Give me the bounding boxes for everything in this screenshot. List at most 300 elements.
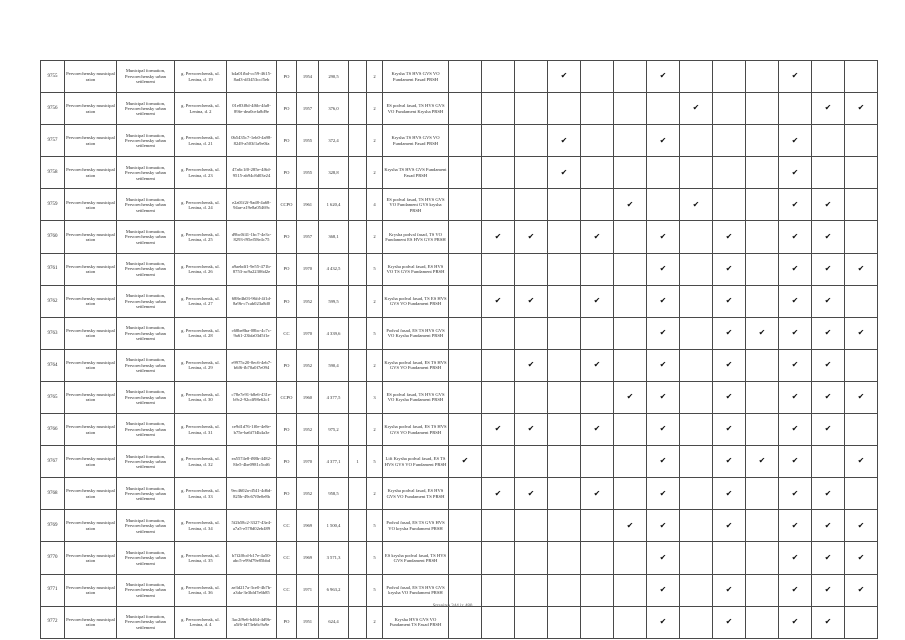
work-type-cell <box>449 542 482 574</box>
work-type-cell <box>548 285 581 317</box>
table-row <box>41 157 878 189</box>
district-cell: Pervorechensky municipal raion <box>65 93 117 125</box>
district-cell: Pervorechensky municipal raion <box>65 221 117 253</box>
work-type-cell <box>779 606 812 638</box>
work-type-cell <box>515 574 548 606</box>
works-list-cell: Krysha podval fasad, ES HVS GVS VO Fundament TS PRSH <box>383 478 449 510</box>
work-type-cell <box>779 221 812 253</box>
area-cell: 4 377,1 <box>319 446 349 478</box>
work-type-cell <box>746 478 779 510</box>
build-year-cell: 1952 <box>297 285 319 317</box>
work-type-cell <box>647 510 680 542</box>
work-type-cell <box>515 349 548 381</box>
build-year-cell: 1970 <box>297 253 319 285</box>
checkmark-icon: ✔ <box>659 424 667 434</box>
checkmark-icon: ✔ <box>824 328 832 338</box>
work-type-cell <box>746 253 779 285</box>
housing-register-table <box>40 60 878 639</box>
work-type-cell <box>647 61 680 93</box>
work-type-cell <box>746 93 779 125</box>
work-type-cell <box>581 381 614 413</box>
work-type-cell <box>680 253 713 285</box>
wall-type-cell: PO <box>277 349 297 381</box>
work-type-cell <box>614 606 647 638</box>
work-type-cell <box>845 446 878 478</box>
work-type-cell <box>746 285 779 317</box>
work-type-cell <box>680 414 713 446</box>
wall-type-cell: CCPO <box>277 381 297 413</box>
work-type-cell <box>449 189 482 221</box>
owner-cell: Municipal formation, Pervorechensky urban settlement <box>117 478 175 510</box>
fias-code-cell: d9bc0f41-1bc7-4e3c-8293-f95ef58e4c75 <box>227 221 277 253</box>
checkmark-icon: ✔ <box>824 520 832 530</box>
checkmark-icon: ✔ <box>560 71 568 81</box>
row-number: 9762 <box>41 285 65 317</box>
work-type-cell <box>713 349 746 381</box>
owner-cell: Municipal formation, Pervorechensky urban settlement <box>117 317 175 349</box>
checkmark-icon: ✔ <box>593 488 601 498</box>
work-type-cell <box>515 317 548 349</box>
work-type-cell <box>779 542 812 574</box>
checkmark-icon: ✔ <box>824 360 832 370</box>
work-type-cell <box>713 61 746 93</box>
work-type-cell <box>713 446 746 478</box>
work-type-cell <box>812 221 845 253</box>
work-type-cell <box>449 317 482 349</box>
district-cell: Pervorechensky municipal raion <box>65 606 117 638</box>
works-list-cell: Krysha TS HVS GVS VO Fundament Fasad PRSH <box>383 125 449 157</box>
floors-cell: 2 <box>367 606 383 638</box>
checkmark-icon: ✔ <box>659 328 667 338</box>
work-type-cell <box>647 446 680 478</box>
work-type-cell <box>614 414 647 446</box>
checkmark-icon: ✔ <box>560 135 568 145</box>
district-cell: Pervorechensky municipal raion <box>65 414 117 446</box>
checkmark-icon: ✔ <box>824 392 832 402</box>
checkmark-icon: ✔ <box>791 231 799 241</box>
row-number: 9770 <box>41 542 65 574</box>
checkmark-icon: ✔ <box>791 296 799 305</box>
works-list-cell: Podval fasad, ES TS GVS HVS VO krysha Fundament PRSH <box>383 510 449 542</box>
build-year-cell: 1951 <box>297 606 319 638</box>
work-type-cell <box>581 221 614 253</box>
work-type-cell <box>614 478 647 510</box>
checkmark-icon: ✔ <box>659 263 667 273</box>
work-type-cell <box>614 125 647 157</box>
floors-cell: 4 <box>367 189 383 221</box>
work-type-cell <box>515 414 548 446</box>
checkmark-icon: ✔ <box>725 456 733 466</box>
checkmark-icon: ✔ <box>824 488 832 498</box>
work-type-cell <box>548 446 581 478</box>
area-cell: 6 963,2 <box>319 574 349 606</box>
area-cell: 599,5 <box>319 285 349 317</box>
work-type-cell <box>482 189 515 221</box>
work-type-cell <box>614 285 647 317</box>
work-type-cell <box>746 574 779 606</box>
address-cell: g. Pervorechensk, ul. Lenina, d. 19 <box>175 61 227 93</box>
work-type-cell <box>482 317 515 349</box>
work-type-cell <box>845 93 878 125</box>
row-number: 9769 <box>41 510 65 542</box>
work-type-cell <box>812 446 845 478</box>
build-year-cell: 1961 <box>297 189 319 221</box>
work-type-cell <box>548 157 581 189</box>
work-type-cell <box>482 510 515 542</box>
row-number: 9760 <box>41 221 65 253</box>
works-list-cell: ES krysha podval fasad, TS HVS GVS Fundament PRSH <box>383 542 449 574</box>
work-type-cell <box>680 381 713 413</box>
checkmark-icon: ✔ <box>791 360 799 370</box>
checkmark-icon: ✔ <box>725 520 733 530</box>
checkmark-icon: ✔ <box>494 488 502 498</box>
work-type-cell <box>449 349 482 381</box>
work-type-cell <box>746 317 779 349</box>
wall-type-cell: CCPO <box>277 189 297 221</box>
work-type-cell <box>746 542 779 574</box>
checkmark-icon: ✔ <box>725 263 733 273</box>
checkmark-icon: ✔ <box>791 616 799 626</box>
checkmark-icon: ✔ <box>725 360 733 370</box>
work-type-cell <box>482 125 515 157</box>
work-type-cell <box>812 349 845 381</box>
work-type-cell <box>845 61 878 93</box>
works-list-cell: Krysha podval fasad, ES TS HVS GVS VO Fundament PRSH <box>383 349 449 381</box>
work-type-cell <box>713 606 746 638</box>
table-row <box>41 61 878 93</box>
work-type-cell <box>581 542 614 574</box>
work-type-cell <box>713 125 746 157</box>
work-type-cell <box>746 221 779 253</box>
work-type-cell <box>449 61 482 93</box>
checkmark-icon: ✔ <box>725 616 733 626</box>
work-type-cell <box>812 61 845 93</box>
table-row <box>41 381 878 413</box>
checkmark-icon: ✔ <box>824 231 832 241</box>
lift-count-cell <box>349 221 367 253</box>
checkmark-icon: ✔ <box>791 424 799 434</box>
work-type-cell <box>779 510 812 542</box>
district-cell: Pervorechensky municipal raion <box>65 349 117 381</box>
owner-cell: Municipal formation, Pervorechensky urban settlement <box>117 157 175 189</box>
work-type-cell <box>449 285 482 317</box>
checkmark-icon: ✔ <box>692 103 700 113</box>
district-cell: Pervorechensky municipal raion <box>65 189 117 221</box>
table-row <box>41 285 878 317</box>
floors-cell: 3 <box>367 381 383 413</box>
lift-count-cell <box>349 574 367 606</box>
fias-code-cell: a9aebdf1-9e55-471b-8753-ac9a22306d2e <box>227 253 277 285</box>
area-cell: 1 620,4 <box>319 189 349 221</box>
owner-cell: Municipal formation, Pervorechensky urban settlement <box>117 93 175 125</box>
work-type-cell <box>449 93 482 125</box>
area-cell: 4 432,5 <box>319 253 349 285</box>
table-row <box>41 349 878 381</box>
checkmark-icon: ✔ <box>659 296 667 305</box>
checkmark-icon: ✔ <box>527 488 535 498</box>
work-type-cell <box>713 478 746 510</box>
area-cell: 624,4 <box>319 606 349 638</box>
work-type-cell <box>845 510 878 542</box>
work-type-cell <box>713 542 746 574</box>
work-type-cell <box>779 253 812 285</box>
work-type-cell <box>779 285 812 317</box>
work-type-cell <box>746 414 779 446</box>
work-type-cell <box>845 574 878 606</box>
address-cell: g. Pervorechensk, ul. Lenina, d. 24 <box>175 189 227 221</box>
work-type-cell <box>515 542 548 574</box>
checkmark-icon: ✔ <box>659 231 667 241</box>
checkmark-icon: ✔ <box>824 263 832 273</box>
work-type-cell <box>680 61 713 93</box>
table-body <box>41 61 878 639</box>
work-type-cell <box>614 221 647 253</box>
works-list-cell: Krysha podval fasad, ES HVS VO TS GVS Fundament PRSH <box>383 253 449 285</box>
checkmark-icon: ✔ <box>725 424 733 434</box>
work-type-cell <box>812 414 845 446</box>
area-cell: 4 339,6 <box>319 317 349 349</box>
checkmark-icon: ✔ <box>494 296 502 305</box>
floors-cell: 5 <box>367 253 383 285</box>
checkmark-icon: ✔ <box>725 488 733 498</box>
work-type-cell <box>581 61 614 93</box>
district-cell: Pervorechensky municipal raion <box>65 478 117 510</box>
work-type-cell <box>647 221 680 253</box>
work-type-cell <box>680 349 713 381</box>
floors-cell: 2 <box>367 125 383 157</box>
table-row <box>41 414 878 446</box>
lift-count-cell <box>349 542 367 574</box>
work-type-cell <box>680 93 713 125</box>
checkmark-icon: ✔ <box>791 584 799 594</box>
checkmark-icon: ✔ <box>494 424 502 434</box>
floors-cell: 2 <box>367 349 383 381</box>
checkmark-icon: ✔ <box>659 488 667 498</box>
work-type-cell <box>548 414 581 446</box>
work-type-cell <box>845 285 878 317</box>
district-cell: Pervorechensky municipal raion <box>65 253 117 285</box>
works-list-cell: Krysha podval fasad, TS VO Fundament ES HVS GVS PRSH <box>383 221 449 253</box>
work-type-cell <box>548 221 581 253</box>
work-type-cell <box>548 606 581 638</box>
build-year-cell: 1954 <box>297 61 319 93</box>
checkmark-icon: ✔ <box>725 231 733 241</box>
works-list-cell: Krysha TS HVS GVS VO Fundament Fasad PRSH <box>383 61 449 93</box>
checkmark-icon: ✔ <box>659 552 667 562</box>
fias-code-cell: 3ac2f9e6-b464-4d9b-a5f6-fd73eb6c9a9e <box>227 606 277 638</box>
checkmark-icon: ✔ <box>857 328 865 338</box>
area-cell: 290,5 <box>319 61 349 93</box>
work-type-cell <box>779 125 812 157</box>
checkmark-icon: ✔ <box>692 199 700 209</box>
checkmark-icon: ✔ <box>593 424 601 434</box>
work-type-cell <box>581 446 614 478</box>
work-type-cell <box>713 157 746 189</box>
address-cell: g. Pervorechensk, ul. Lenina, d. 26 <box>175 253 227 285</box>
table-row <box>41 478 878 510</box>
checkmark-icon: ✔ <box>791 199 799 209</box>
checkmark-icon: ✔ <box>593 296 601 305</box>
row-number: 9772 <box>41 606 65 638</box>
work-type-cell <box>779 189 812 221</box>
fias-code-cell: c78e7e91-b8e6-431e-b9c2-92cdf98e62c1 <box>227 381 277 413</box>
checkmark-icon: ✔ <box>725 328 733 338</box>
work-type-cell <box>812 574 845 606</box>
wall-type-cell: CC <box>277 317 297 349</box>
work-type-cell <box>746 157 779 189</box>
work-type-cell <box>581 606 614 638</box>
checkmark-icon: ✔ <box>659 616 667 626</box>
work-type-cell <box>746 381 779 413</box>
work-type-cell <box>779 317 812 349</box>
work-type-cell <box>515 606 548 638</box>
build-year-cell: 1960 <box>297 381 319 413</box>
work-type-cell <box>845 478 878 510</box>
work-type-cell <box>581 285 614 317</box>
area-cell: 376,0 <box>319 93 349 125</box>
work-type-cell <box>812 478 845 510</box>
owner-cell: Municipal formation, Pervorechensky urban settlement <box>117 61 175 93</box>
row-number: 9757 <box>41 125 65 157</box>
fias-code-cell: b7f2f0cd-b17e-4a50-abc5-e99d79e85bbd <box>227 542 277 574</box>
work-type-cell <box>713 93 746 125</box>
work-type-cell <box>845 125 878 157</box>
wall-type-cell: PO <box>277 285 297 317</box>
table-row <box>41 317 878 349</box>
work-type-cell <box>779 93 812 125</box>
checkmark-icon: ✔ <box>791 392 799 402</box>
checkmark-icon: ✔ <box>659 135 667 145</box>
owner-cell: Municipal formation, Pervorechensky urban settlement <box>117 574 175 606</box>
lift-count-cell <box>349 349 367 381</box>
fias-code-cell: ce9d1d76-1f0e-4e8e-b75e-ba6f7f4b4a3e <box>227 414 277 446</box>
owner-cell: Municipal formation, Pervorechensky urban settlement <box>117 189 175 221</box>
checkmark-icon: ✔ <box>758 328 766 338</box>
work-type-cell <box>449 478 482 510</box>
work-type-cell <box>845 157 878 189</box>
work-type-cell <box>515 61 548 93</box>
work-type-cell <box>680 510 713 542</box>
work-type-cell <box>647 125 680 157</box>
work-type-cell <box>845 253 878 285</box>
works-list-cell: Krysha podval fasad, TS ES HVS GVS VO Fundament PRSH <box>383 285 449 317</box>
work-type-cell <box>812 157 845 189</box>
floors-cell: 2 <box>367 285 383 317</box>
owner-cell: Municipal formation, Pervorechensky urban settlement <box>117 414 175 446</box>
build-year-cell: 1957 <box>297 93 319 125</box>
checkmark-icon: ✔ <box>791 456 799 466</box>
checkmark-icon: ✔ <box>626 392 634 402</box>
owner-cell: Municipal formation, Pervorechensky urban settlement <box>117 125 175 157</box>
row-number: 9765 <box>41 381 65 413</box>
work-type-cell <box>482 253 515 285</box>
work-type-cell <box>548 253 581 285</box>
work-type-cell <box>647 478 680 510</box>
owner-cell: Municipal formation, Pervorechensky urban settlement <box>117 446 175 478</box>
work-type-cell <box>548 349 581 381</box>
work-type-cell <box>482 221 515 253</box>
work-type-cell <box>515 285 548 317</box>
checkmark-icon: ✔ <box>791 263 799 273</box>
work-type-cell <box>581 125 614 157</box>
work-type-cell <box>713 574 746 606</box>
work-type-cell <box>449 414 482 446</box>
work-type-cell <box>581 478 614 510</box>
address-cell: g. Pervorechensk, ul. Lenina, d. 25 <box>175 221 227 253</box>
work-type-cell <box>482 381 515 413</box>
work-type-cell <box>614 317 647 349</box>
address-cell: g. Pervorechensk, ul. Lenina, d. 29 <box>175 349 227 381</box>
checkmark-icon: ✔ <box>857 392 865 402</box>
district-cell: Pervorechensky municipal raion <box>65 285 117 317</box>
work-type-cell <box>647 574 680 606</box>
floors-cell: 2 <box>367 478 383 510</box>
district-cell: Pervorechensky municipal raion <box>65 157 117 189</box>
work-type-cell <box>449 253 482 285</box>
work-type-cell <box>647 606 680 638</box>
work-type-cell <box>680 189 713 221</box>
wall-type-cell: CC <box>277 574 297 606</box>
lift-count-cell <box>349 61 367 93</box>
work-type-cell <box>515 189 548 221</box>
work-type-cell <box>614 574 647 606</box>
work-type-cell <box>548 510 581 542</box>
works-list-cell: Podval fasad, ES TS HVS GVS VO Krysha Fundament PRSH <box>383 317 449 349</box>
checkmark-icon: ✔ <box>824 199 832 209</box>
row-number: 9767 <box>41 446 65 478</box>
wall-type-cell: PO <box>277 606 297 638</box>
build-year-cell: 1955 <box>297 157 319 189</box>
address-cell: g. Pervorechensk, ul. Lenina, d. 31 <box>175 414 227 446</box>
work-type-cell <box>614 93 647 125</box>
build-year-cell: 1969 <box>297 510 319 542</box>
fias-code-cell: 9ec4602a-d541-4d6d-825b-49c67f0e0e8b <box>227 478 277 510</box>
checkmark-icon: ✔ <box>824 424 832 434</box>
district-cell: Pervorechensky municipal raion <box>65 574 117 606</box>
work-type-cell <box>581 253 614 285</box>
work-type-cell <box>581 317 614 349</box>
works-list-cell: Lift Krysha podval fasad, ES TS HVS GVS VO Fundament PRSH <box>383 446 449 478</box>
work-type-cell <box>680 446 713 478</box>
work-type-cell <box>779 381 812 413</box>
checkmark-icon: ✔ <box>593 231 601 241</box>
work-type-cell <box>779 349 812 381</box>
floors-cell: 5 <box>367 446 383 478</box>
work-type-cell <box>845 542 878 574</box>
address-cell: g. Pervorechensk, ul. Lenina, d. 4 <box>175 606 227 638</box>
work-type-cell <box>746 61 779 93</box>
wall-type-cell: PO <box>277 253 297 285</box>
address-cell: g. Pervorechensk, ul. Lenina, d. 28 <box>175 317 227 349</box>
work-type-cell <box>746 446 779 478</box>
lift-count-cell <box>349 317 367 349</box>
checkmark-icon: ✔ <box>593 360 601 370</box>
area-cell: 975,2 <box>319 414 349 446</box>
work-type-cell <box>779 157 812 189</box>
wall-type-cell: PO <box>277 93 297 125</box>
work-type-cell <box>845 414 878 446</box>
works-list-cell: Krysha HVS GVS VO Fundament TS Fasad PRSH <box>383 606 449 638</box>
floors-cell: 2 <box>367 414 383 446</box>
checkmark-icon: ✔ <box>725 296 733 305</box>
work-type-cell <box>680 478 713 510</box>
works-list-cell: Podval fasad, ES TS HVS GVS krysha VO Fundament PRSH <box>383 574 449 606</box>
row-number: 9758 <box>41 157 65 189</box>
work-type-cell <box>614 189 647 221</box>
row-number: 9771 <box>41 574 65 606</box>
work-type-cell <box>581 574 614 606</box>
build-year-cell: 1952 <box>297 478 319 510</box>
